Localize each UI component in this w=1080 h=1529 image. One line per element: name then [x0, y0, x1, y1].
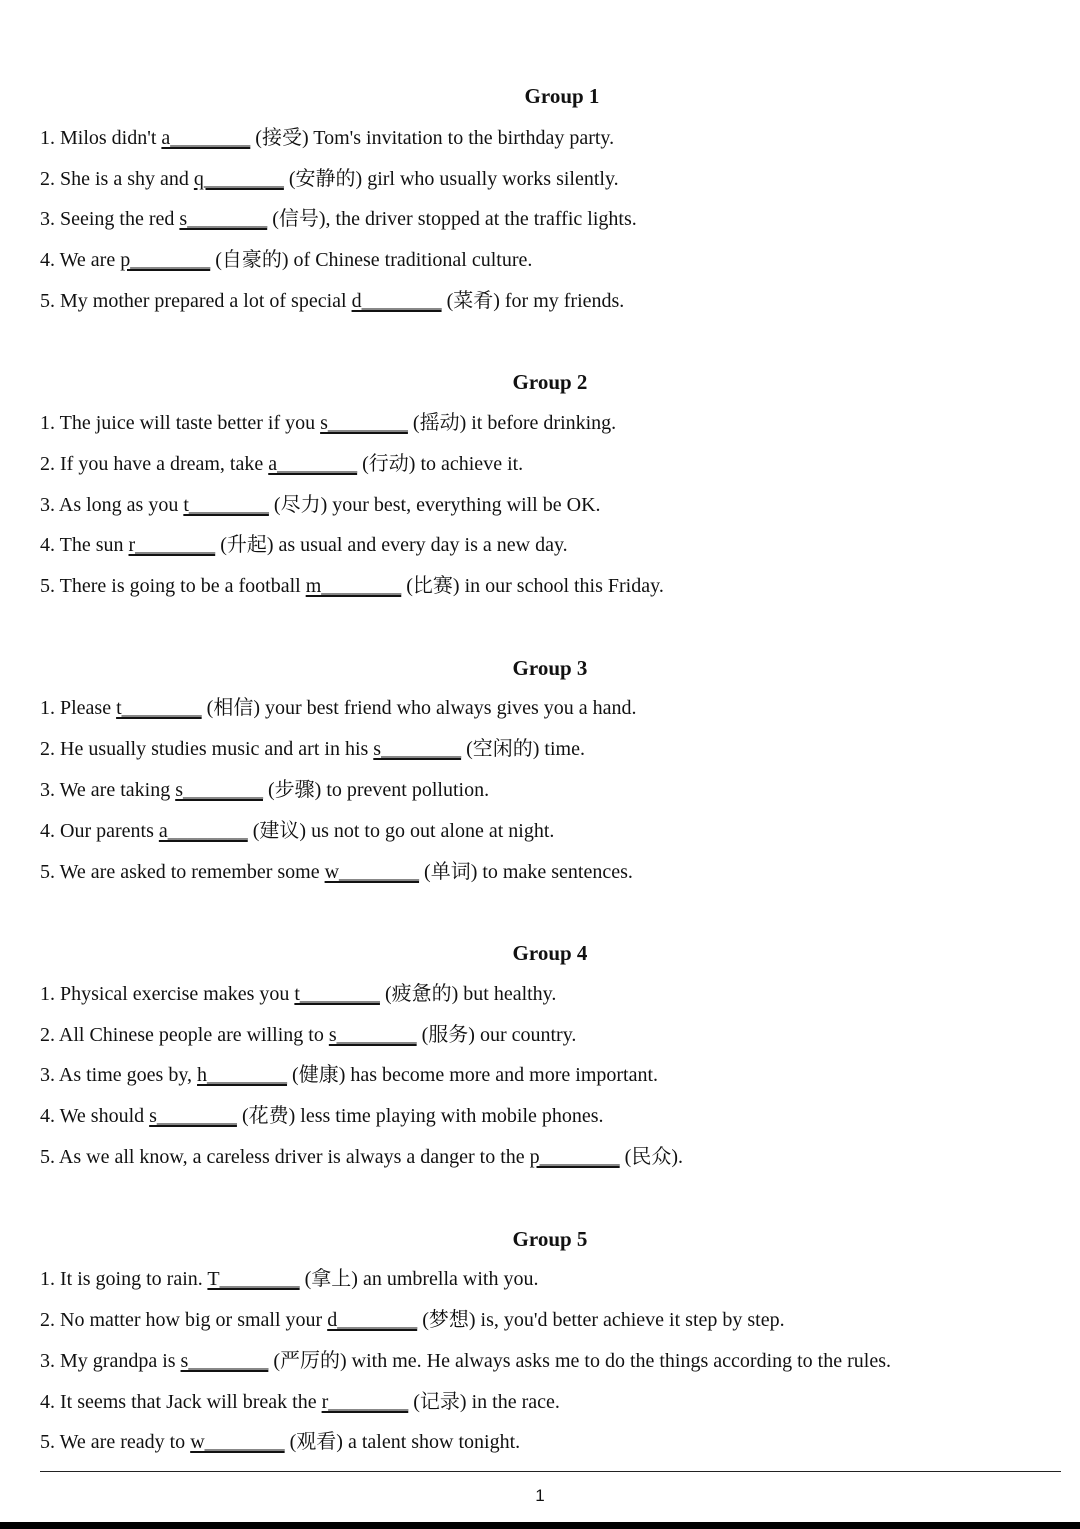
exercise-item: 3. As long as you t________ (尽力) your best, everything will be OK. — [40, 494, 601, 516]
answer-blank: w________ — [190, 1431, 285, 1453]
answer-blank: m________ — [305, 575, 402, 597]
exercise-item: 4. We are p________ (自豪的) of Chinese traditional culture. — [40, 249, 533, 271]
exercise-item: 1. It is going to rain. T________ (拿上) an umbrella with you. — [40, 1268, 539, 1290]
exercise-item: 5. We are ready to w________ (观看) a talent show tonight. — [40, 1431, 521, 1453]
answer-blank: s________ — [320, 412, 408, 434]
answer-blank: r________ — [128, 534, 216, 556]
exercise-item: 4. We should s________ (花费) less time playing with mobile phones. — [40, 1105, 604, 1127]
exercise-item: 2. If you have a dream, take a________ (行动) to achieve it. — [40, 453, 524, 475]
answer-blank: s________ — [328, 1024, 417, 1046]
group-title: Group 4 — [512, 941, 588, 965]
bottom-edge-bar — [0, 1522, 1080, 1529]
exercise-item: 1. Physical exercise makes you t________ (疲惫的) but healthy. — [40, 983, 557, 1005]
exercise-item: 2. She is a shy and q________ (安静的) girl who usually works silently. — [40, 168, 619, 190]
exercise-item: 1. The juice will taste better if you s________ (摇动) it before drinking. — [40, 412, 617, 434]
exercise-item: 4. The sun r________ (升起) as usual and every day is a new day. — [40, 534, 568, 556]
answer-blank: h________ — [197, 1064, 288, 1086]
answer-blank: t________ — [294, 983, 380, 1005]
exercise-item: 3. We are taking s________ (步骤) to prevent pollution. — [40, 779, 490, 801]
answer-blank: s________ — [180, 1350, 269, 1372]
exercise-item: 5. There is going to be a football m________ (比赛) in our school this Friday. — [40, 575, 664, 597]
group-title: Group 3 — [512, 656, 588, 680]
exercise-item: 1. Milos didn't a________ (接受) Tom's invitation to the birthday party. — [40, 127, 615, 149]
exercise-item: 5. As we all know, a careless driver is always a danger to the p________ (民众). — [40, 1146, 683, 1168]
exercise-item: 3. My grandpa is s________ (严厉的) with me. He always asks me to do the things according to the rules. — [40, 1350, 891, 1372]
answer-blank: a________ — [161, 127, 251, 149]
answer-blank: s________ — [179, 208, 268, 230]
exercise-item: 4. It seems that Jack will break the r________ (记录) in the race. — [40, 1391, 560, 1413]
exercise-item: 2. No matter how big or small your d________ (梦想) is, you'd better achieve it step by step. — [40, 1309, 785, 1331]
group-title: Group 1 — [524, 84, 600, 108]
answer-blank: p________ — [529, 1146, 620, 1168]
exercise-item: 2. He usually studies music and art in his s________ (空闲的) time. — [40, 738, 585, 760]
group-title: Group 5 — [512, 1227, 588, 1251]
exercise-item: 1. Please t________ (相信) your best friend who always gives you a hand. — [40, 697, 637, 719]
answer-blank: t________ — [116, 697, 202, 719]
exercise-item: 2. All Chinese people are willing to s________ (服务) our country. — [40, 1024, 577, 1046]
answer-blank: t________ — [183, 494, 269, 516]
answer-blank: r________ — [321, 1391, 409, 1413]
group-title: Group 2 — [512, 370, 588, 394]
answer-blank: s________ — [373, 738, 462, 760]
exercise-item: 5. My mother prepared a lot of special d________ (菜肴) for my friends. — [40, 290, 625, 312]
answer-blank: q________ — [193, 168, 284, 190]
answer-blank: T________ — [207, 1268, 300, 1290]
exercise-item: 5. We are asked to remember some w________ (单词) to make sentences. — [40, 861, 633, 883]
answer-blank: p________ — [120, 249, 211, 271]
exercise-item: 4. Our parents a________ (建议) us not to go out alone at night. — [40, 820, 555, 842]
answer-blank: w________ — [324, 861, 420, 883]
answer-blank: s________ — [175, 779, 263, 801]
answer-blank: d________ — [351, 290, 442, 312]
answer-blank: d________ — [327, 1309, 418, 1331]
exercise-item: 3. Seeing the red s________ (信号), the driver stopped at the traffic lights. — [40, 208, 637, 230]
footer-divider — [40, 1471, 1061, 1472]
answer-blank: a________ — [158, 820, 248, 842]
answer-blank: s________ — [149, 1105, 237, 1127]
answer-blank: a________ — [268, 453, 358, 475]
exercise-item: 3. As time goes by, h________ (健康) has become more and more important. — [40, 1064, 659, 1086]
page-number: 1 — [535, 1486, 545, 1505]
